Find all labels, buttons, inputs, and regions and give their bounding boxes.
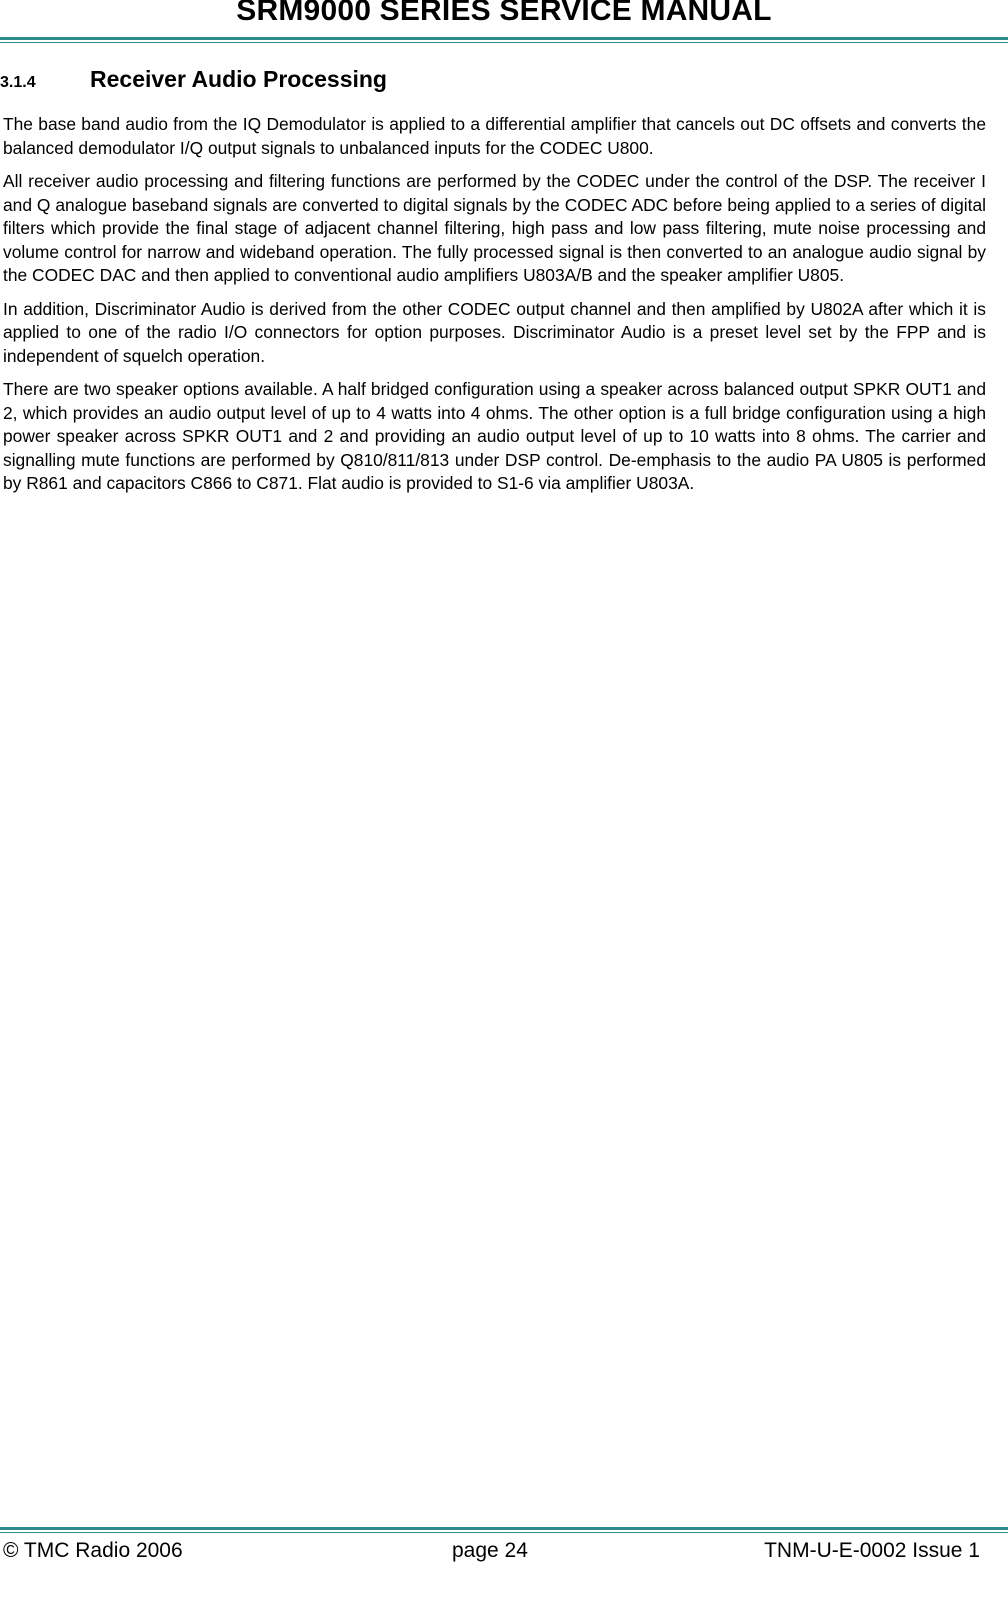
footer-rule bbox=[0, 1527, 1008, 1533]
section-heading bbox=[0, 66, 387, 93]
header-rule bbox=[0, 37, 1008, 43]
paragraph: The base band audio from the IQ Demodulator is applied to a differential amplifier that cancels out DC offsets and converts the balanced demodulator I/Q output signals to unbalanced inputs for the CODEC U800. bbox=[3, 114, 986, 158]
paragraph: All receiver audio processing and filtering functions are performed by the CODEC under the control of the DSP. The receiver I and Q analogue baseband signals are converted to digital signals by the CODEC ADC before being applied to a series of digital filters which provide the final stage of adjacent channel filtering, high pass and low pass filtering, mute noise processing and volume control for narrow and wideband operation. The fully processed signal is then converted to an analogue audio signal by the CODEC DAC and then applied to conventional audio amplifiers U803A/B and the speaker amplifier U805. bbox=[3, 171, 986, 285]
footer-page-number: page 24 bbox=[452, 1539, 528, 1562]
section-title: Receiver Audio Processing bbox=[90, 66, 387, 92]
section-number: 3.1.4 bbox=[0, 74, 36, 91]
paragraph: There are two speaker options available. A half bridged configuration using a speaker across balanced output SPKR OUT1 and 2, which provides an audio output level of up to 4 watts into 4 ohms. The other option is a full bridge configuration using a high power speaker across SPKR OUT1 and 2 and providing an audio output level of up to 10 watts into 8 ohms. The carrier and signalling mute functions are performed by Q810/811/813 under DSP control. De-emphasis to the audio PA U805 is performed by R861 and capacitors C866 to C871. Flat audio is provided to S1-6 via amplifier U803A. bbox=[3, 379, 986, 493]
footer-document-id: TNM-U-E-0002 Issue 1 bbox=[764, 1539, 980, 1562]
page-footer bbox=[0, 1539, 1008, 1569]
paragraph: In addition, Discriminator Audio is derived from the other CODEC output channel and then amplified by U802A after which it is applied to one of the radio I/O connectors for option purposes. Discriminator Audio is a preset level set by the FPP and is independent of squelch operation. bbox=[3, 298, 986, 366]
page-header-title: SRM9000 SERIES SERVICE MANUAL bbox=[236, 0, 772, 27]
body-text bbox=[3, 113, 986, 506]
footer-copyright: © TMC Radio 2006 bbox=[3, 1539, 183, 1562]
